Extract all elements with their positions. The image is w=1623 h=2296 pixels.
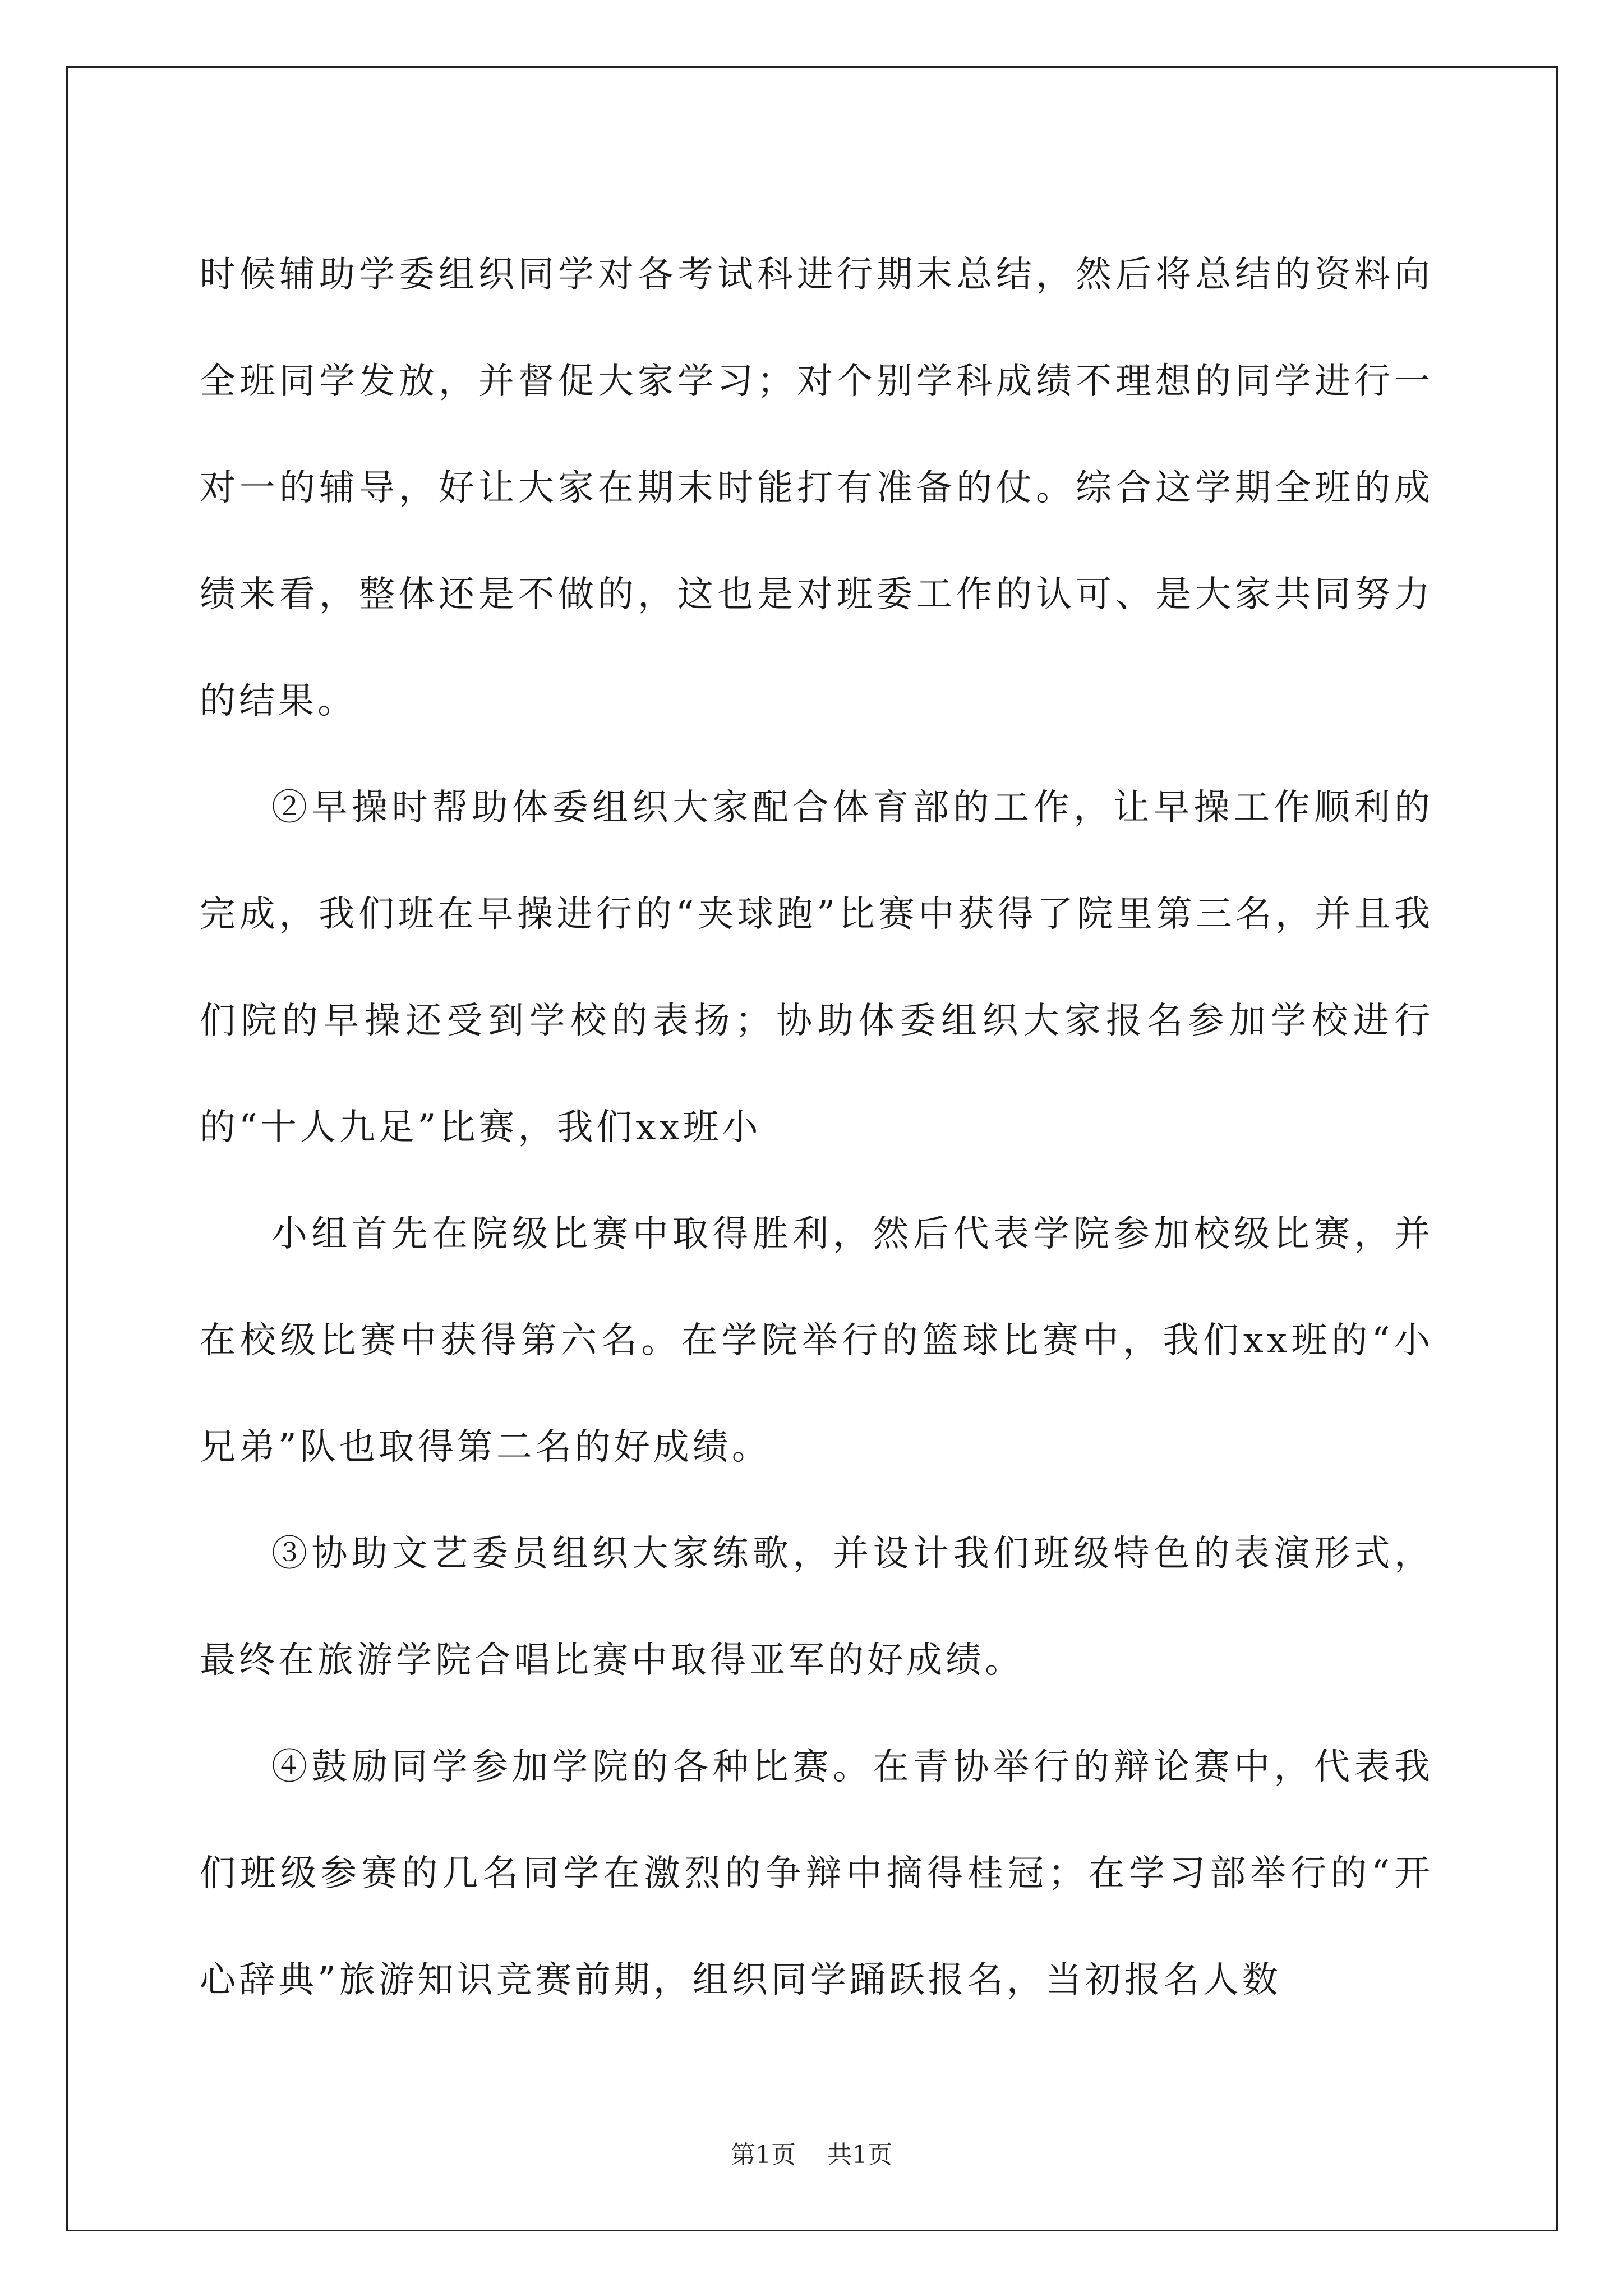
page-footer bbox=[0, 2134, 1623, 2170]
document-body bbox=[200, 222, 1433, 2033]
paragraph: ③协助文艺委员组织大家练歌，并设计我们班级特色的表演形式，最终在旅游学院合唱比赛中取得亚军的好成绩。 bbox=[200, 1533, 1433, 1681]
page-total: 共1页 bbox=[827, 2141, 892, 2169]
page-number: 第1页 bbox=[731, 2141, 796, 2169]
paragraph: ②早操时帮助体委组织大家配合体育部的工作，让早操工作顺利的完成，我们班在早操进行的“夹球跑”比赛中获得了院里第三名，并且我们院的早操还受到学校的表扬；协助体委组织大家报名参加学校进行的“十人九足”比赛，我们xx班小 bbox=[200, 787, 1433, 1148]
paragraph: 时候辅助学委组织同学对各考试科进行期末总结，然后将总结的资料向全班同学发放，并督促大家学习；对个别学科成绩不理想的同学进行一对一的辅导，好让大家在期末时能打有准备的仗。综合这学期全班的成绩来看，整体还是不做的，这也是对班委工作的认可、是大家共同努力的结果。 bbox=[200, 254, 1433, 722]
paragraph: 小组首先在院级比赛中取得胜利，然后代表学院参加校级比赛，并在校级比赛中获得第六名。在学院举行的篮球比赛中，我们xx班的“小兄弟”队也取得第二名的好成绩。 bbox=[200, 1213, 1433, 1468]
paragraph: ④鼓励同学参加学院的各种比赛。在青协举行的辩论赛中，代表我们班级参赛的几名同学在激烈的争辩中摘得桂冠；在学习部举行的“开心辞典”旅游知识竞赛前期，组织同学踊跃报名，当初报名人数 bbox=[200, 1746, 1433, 2001]
